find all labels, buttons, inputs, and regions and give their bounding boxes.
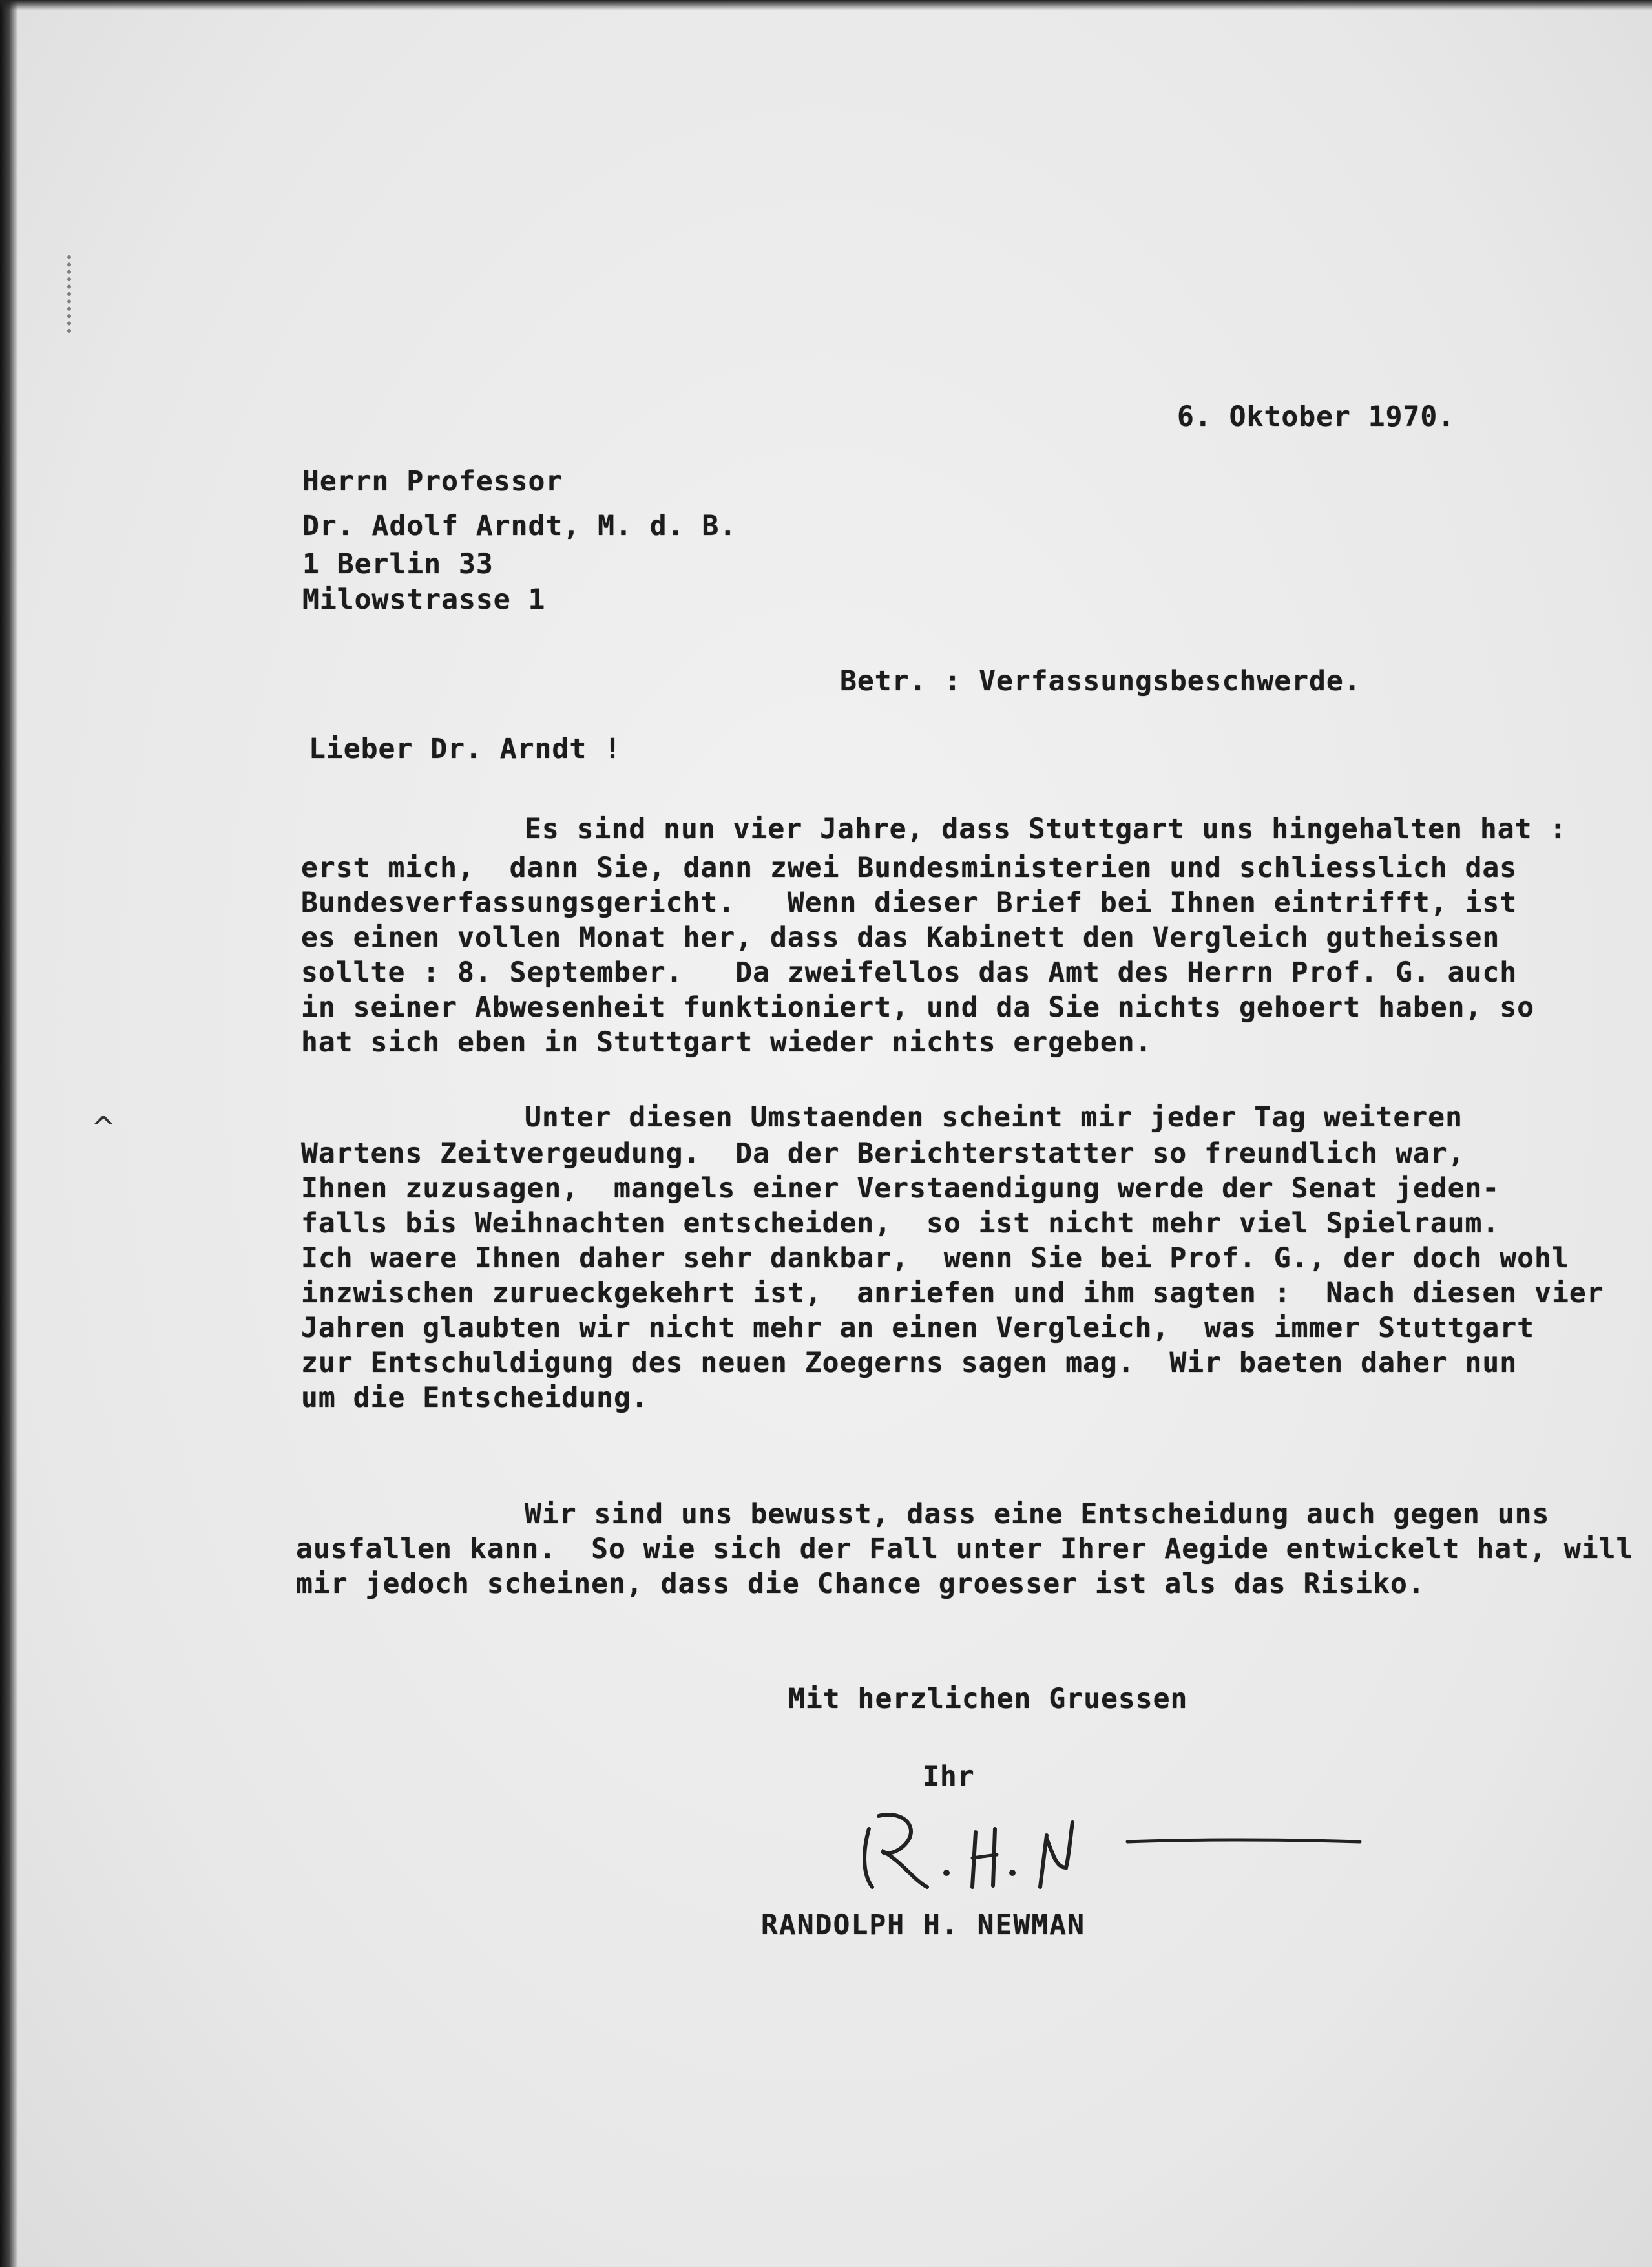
recipient-line-3: 1 Berlin 33 bbox=[302, 548, 494, 580]
closing-word: Ihr bbox=[923, 1760, 975, 1793]
paragraph-line: Ihnen zuzusagen, mangels einer Verstaendigung werde der Senat jeden- bbox=[301, 1172, 1500, 1205]
paragraph-line: falls bis Weihnachten entscheiden, so ist nicht mehr viel Spielraum. bbox=[301, 1207, 1500, 1239]
paragraph-line: Ich waere Ihnen daher sehr dankbar, wenn Sie bei Prof. G., der doch wohl bbox=[301, 1242, 1569, 1274]
paragraph-line: ausfallen kann. So wie sich der Fall unter Ihrer Aegide entwickelt hat, will bbox=[296, 1533, 1634, 1565]
recipient-line-2: Dr. Adolf Arndt, M. d. B. bbox=[302, 510, 737, 542]
paragraph-line: Wir sind uns bewusst, dass eine Entscheidung auch gegen uns bbox=[525, 1498, 1550, 1530]
closing-greeting: Mit herzlichen Gruessen bbox=[788, 1683, 1188, 1715]
scan-edge-top bbox=[0, 0, 1652, 10]
paragraph-line: zur Entschuldigung des neuen Zoegerns sagen mag. Wir baeten daher nun bbox=[301, 1347, 1518, 1379]
recipient-line-1: Herrn Professor bbox=[302, 465, 563, 498]
paragraph-line: Wartens Zeitvergeudung. Da der Berichterstatter so freundlich war, bbox=[301, 1137, 1465, 1170]
margin-mark bbox=[67, 255, 78, 333]
scan-edge-left bbox=[0, 0, 18, 2267]
paragraph-line: Unter diesen Umstaenden scheint mir jeder Tag weiteren bbox=[525, 1101, 1463, 1134]
salutation: Lieber Dr. Arndt ! bbox=[309, 733, 622, 765]
subject-line: Betr. : Verfassungsbeschwerde. bbox=[840, 665, 1361, 697]
letter-date: 6. Oktober 1970. bbox=[1177, 401, 1456, 433]
paragraph-line: inzwischen zurueckgekehrt ist, anriefen und ihm sagten : Nach diesen vier bbox=[301, 1277, 1604, 1309]
paragraph-line: in seiner Abwesenheit funktioniert, und da Sie nichts gehoert haben, so bbox=[301, 991, 1535, 1024]
paragraph-line: um die Entscheidung. bbox=[301, 1382, 649, 1414]
recipient-line-4: Milowstrasse 1 bbox=[302, 584, 546, 616]
paragraph-line: erst mich, dann Sie, dann zwei Bundesministerien und schliesslich das bbox=[301, 852, 1518, 884]
paragraph-line: mir jedoch scheinen, dass die Chance groesser ist als das Risiko. bbox=[296, 1568, 1425, 1600]
paragraph-line: es einen vollen Monat her, dass das Kabinett den Vergleich gutheissen bbox=[301, 922, 1500, 954]
handwritten-signature bbox=[843, 1790, 1373, 1913]
paragraph-line: hat sich eben in Stuttgart wieder nichts ergeben. bbox=[301, 1026, 1153, 1059]
signatory-name: RANDOLPH H. NEWMAN bbox=[761, 1909, 1085, 1941]
paragraph-line: sollte : 8. September. Da zweifellos das Amt des Herrn Prof. G. auch bbox=[301, 956, 1518, 989]
paragraph-line: Es sind nun vier Jahre, dass Stuttgart uns hingehalten hat : bbox=[525, 813, 1567, 845]
paragraph-line: Jahren glaubten wir nicht mehr an einen Vergleich, was immer Stuttgart bbox=[301, 1312, 1535, 1344]
paragraph-line: Bundesverfassungsgericht. Wenn dieser Brief bei Ihnen eintrifft, ist bbox=[301, 887, 1518, 919]
caret-mark: ^ bbox=[90, 1110, 117, 1146]
